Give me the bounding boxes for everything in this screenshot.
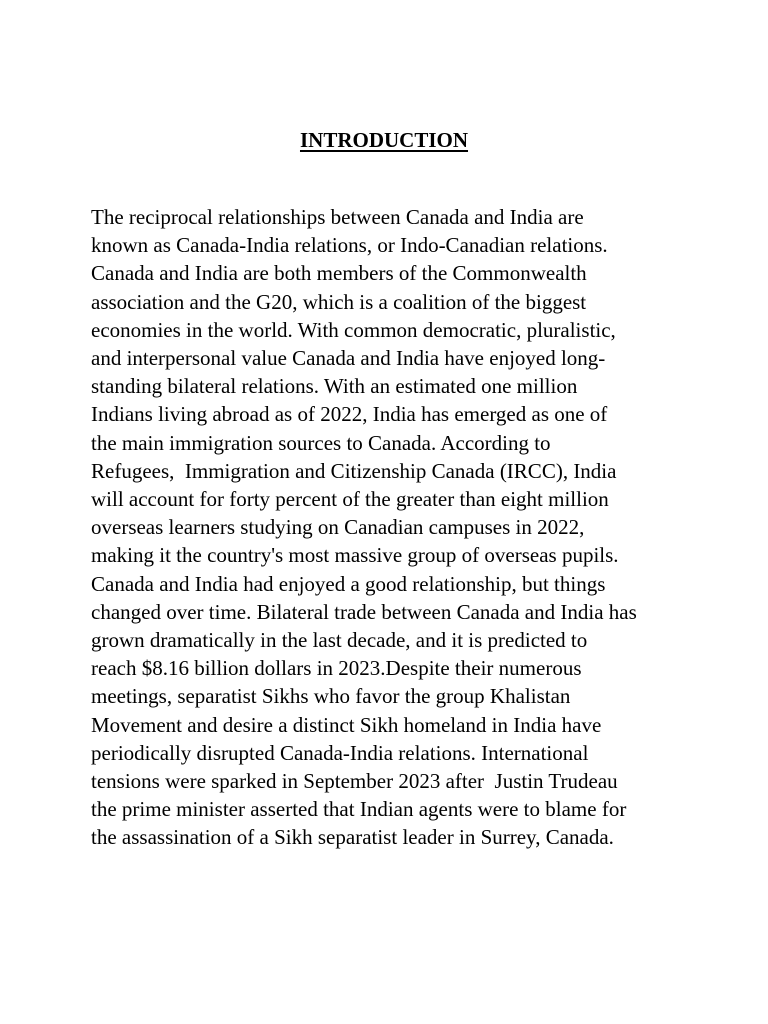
paragraph-line: reach $8.16 billion dollars in 2023.Despite their numerous: [91, 656, 582, 681]
paragraph-line: Refugees, Immigration and Citizenship Canada (IRCC), India: [91, 458, 617, 483]
paragraph-line: known as Canada-India relations, or Indo-Canadian relations.: [91, 233, 608, 258]
paragraph-line: grown dramatically in the last decade, and it is predicted to: [91, 628, 588, 653]
paragraph-line: Indians living abroad as of 2022, India has emerged as one of: [91, 402, 608, 427]
paragraph-line: Canada and India are both members of the Commonwealth: [91, 261, 587, 286]
paragraph-line: Movement and desire a distinct Sikh homeland in India have: [91, 712, 602, 737]
paragraph-line: The reciprocal relationships between Canada and India are: [91, 205, 584, 229]
paragraph-line: and interpersonal value Canada and India have enjoyed long-: [91, 346, 606, 371]
paragraph-line: overseas learners studying on Canadian campuses in 2022,: [91, 515, 585, 540]
paragraph-line: making it the country's most massive group of overseas pupils.: [91, 543, 619, 568]
paragraph-line: changed over time. Bilateral trade between Canada and India has: [91, 599, 637, 624]
paragraph-line: will account for forty percent of the greater than eight million: [91, 487, 609, 512]
paragraph-line: Canada and India had enjoyed a good relationship, but things: [91, 571, 606, 596]
paragraph-line: meetings, separatist Sikhs who favor the group Khalistan: [91, 684, 571, 709]
paragraph-line: economies in the world. With common democratic, pluralistic,: [91, 317, 616, 342]
paragraph-line: association and the G20, which is a coalition of the biggest: [91, 289, 587, 314]
paragraph-line: the assassination of a Sikh separatist leader in Surrey, Canada.: [91, 825, 614, 850]
paragraph-line: the prime minister asserted that Indian agents were to blame for: [91, 797, 627, 822]
paragraph-line: periodically disrupted Canada-India relations. International: [91, 740, 589, 765]
body-paragraph: [91, 203, 691, 852]
paragraph-line: standing bilateral relations. With an estimated one million: [91, 374, 578, 399]
page-title: INTRODUCTION: [299, 128, 469, 152]
paragraph-line: the main immigration sources to Canada. According to: [91, 430, 551, 455]
paragraph-line: tensions were sparked in September 2023 after Justin Trudeau: [91, 769, 618, 794]
